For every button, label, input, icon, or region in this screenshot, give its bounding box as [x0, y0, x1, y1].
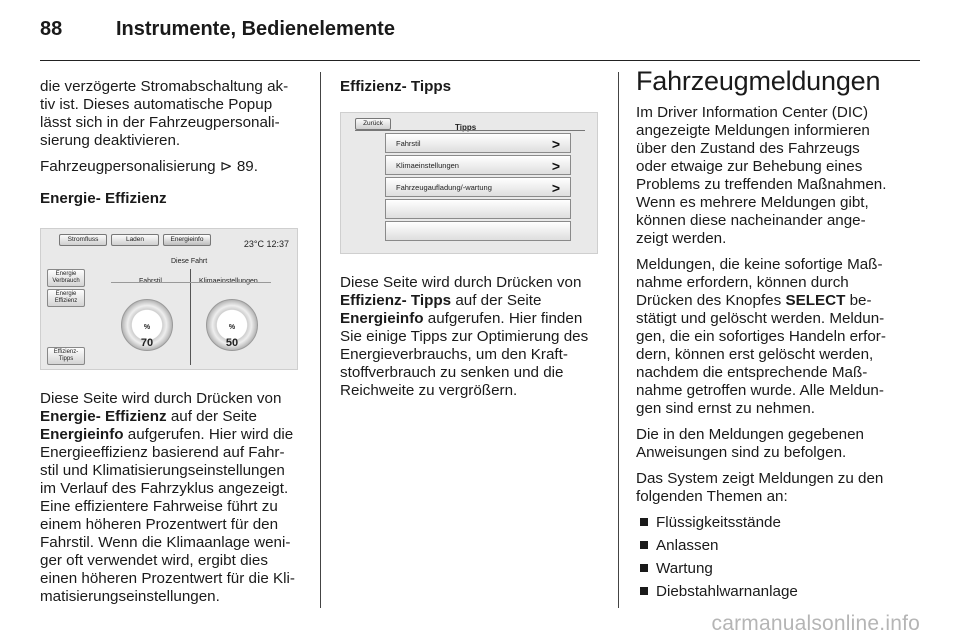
tips-row-aufladung: Fahrzeugaufladung/-wartung > — [385, 177, 571, 197]
side-button-consumption: Energie Verbrauch — [47, 269, 85, 287]
list-item: Flüssigkeitsstände — [636, 514, 922, 532]
bullet-square-icon — [640, 518, 648, 526]
header-rule — [40, 60, 920, 61]
text-line: Energie- Effizienz auf der Seite — [40, 408, 257, 425]
messages-paragraph-1: Im Driver Information Center (DIC) angezeigte Meldungen informieren über den Zustand des Fahrzeugs oder etwaige zur Behebung eines Problems zu treffenden Maßnahmen. Wenn es mehrere Meldungen gibt, können diese nacheinander ange- zeigt werden. — [636, 104, 887, 247]
text-line: Diese Seite wird durch Drücken von — [40, 390, 282, 407]
text-line: im Verlauf des Fahrzyklus angezeigt. — [40, 480, 289, 497]
tips-title: Tipps — [455, 123, 477, 132]
side-button-efficiency: Energie Effizienz — [47, 289, 85, 307]
chevron-right-icon: > — [551, 136, 560, 152]
col-header-klima: Klimaeinstellungen — [199, 278, 258, 285]
text-line: ger oft verwendet wird, ergibt dies — [40, 552, 268, 569]
tips-row-fahrstil: Fahrstil > — [385, 133, 571, 153]
text-line: nachdem die entsprechende Maß- — [636, 364, 868, 381]
tips-title-rule — [355, 130, 585, 131]
page-header — [40, 18, 920, 48]
intro-paragraph: die verzögerte Stromabschaltung ak- tiv ist. Dieses automatische Popup lässt sich in der Fahrzeugpersonali- sierung deaktivieren. — [40, 78, 289, 149]
text-line: matisierungseinstellungen. — [40, 588, 220, 605]
list-item: Diebstahlwarnanlage — [636, 583, 922, 601]
list-item: Anlassen — [636, 537, 922, 555]
screen-underline — [111, 282, 271, 283]
column-divider-1 — [320, 72, 321, 608]
tips-row-empty-1 — [385, 199, 571, 219]
text-line: einen höheren Prozentwert für die Kli- — [40, 570, 295, 587]
text-line: stätigt und gelöscht werden. Meldun- — [636, 310, 885, 327]
energy-efficiency-paragraph — [40, 390, 310, 606]
reference-page[interactable]: 89. — [236, 158, 258, 175]
page-number: 88 — [40, 18, 63, 40]
section-heading-energy-efficiency: Energie- Effizienz — [40, 190, 167, 207]
column-divider-2 — [618, 72, 619, 608]
chevron-right-icon: > — [551, 180, 560, 196]
chapter-title: Instrumente, Bedienelemente — [116, 18, 395, 40]
gauge-klima: 50 % — [206, 299, 258, 351]
section-heading-vehicle-messages: Fahrzeugmeldungen — [636, 66, 881, 96]
text-line: Drücken des Knopfes SELECT be- — [636, 292, 872, 309]
side-button-tips: Effizienz- Tipps — [47, 347, 85, 365]
tips-row-klima: Klimaeinstellungen > — [385, 155, 571, 175]
arrow-reference-icon: ⊳ — [219, 158, 233, 175]
text-line: gen sind ernst zu nehmen. — [636, 400, 815, 417]
text-line: Energieeffizienz basierend auf Fahr- — [40, 444, 285, 461]
bullet-square-icon — [640, 564, 648, 572]
messages-paragraph-2 — [636, 256, 922, 418]
watermark: carmanualsonline.info — [711, 612, 920, 635]
text-line: Sie einige Tipps zur Optimierung des — [340, 328, 589, 345]
text-line: Fahrstil. Wenn die Klimaanlage weni- — [40, 534, 291, 551]
text-line: Diese Seite wird durch Drücken von — [340, 274, 582, 291]
tab-stromfluss: Stromfluss — [59, 234, 107, 246]
bullet-square-icon — [640, 541, 648, 549]
text-line: gen, die ein sofortiges Handeln erfor- — [636, 328, 886, 345]
text-line: Meldungen, die keine sofortige Maß- — [636, 256, 883, 273]
energy-efficiency-screenshot — [40, 228, 298, 370]
section-heading-efficiency-tips: Effizienz- Tipps — [340, 78, 452, 95]
text-line: Energieverbrauchs, um den Kraft- — [340, 346, 568, 363]
bullet-square-icon — [640, 587, 648, 595]
text-line: Eine effizientere Fahrweise führt zu — [40, 498, 278, 515]
text-line: stoffverbrauch zu senken und die — [340, 364, 564, 381]
text-line: Energieinfo aufgerufen. Hier finden — [340, 310, 583, 327]
screen-divider — [190, 269, 191, 365]
text-line: Effizienz- Tipps auf der Seite — [340, 292, 542, 309]
screen-title: Diese Fahrt — [171, 258, 208, 265]
tab-energieinfo: Energieinfo — [163, 234, 211, 246]
tab-laden: Laden — [111, 234, 159, 246]
gauge-fahrstil: 70 % — [121, 299, 173, 351]
column-1 — [40, 78, 310, 614]
text-line: einem höheren Prozentwert für den — [40, 516, 279, 533]
back-button: Zurück — [355, 118, 391, 130]
messages-paragraph-3: Die in den Meldungen gegebenen Anweisungen sind zu befolgen. — [636, 426, 864, 461]
efficiency-tips-paragraph — [340, 274, 608, 400]
text-line: nahme getroffen wurde. Alle Meldun- — [636, 382, 884, 399]
text-line: Energieinfo aufgerufen. Hier wird die — [40, 426, 294, 443]
chevron-right-icon: > — [551, 158, 560, 174]
text-line: dern, können erst gelöscht werden, — [636, 346, 874, 363]
column-2 — [340, 78, 608, 408]
tips-screenshot — [340, 112, 598, 254]
text-line: Reichweite zu vergrößern. — [340, 382, 518, 399]
text-line: nahme erfordern, können durch — [636, 274, 849, 291]
reference-line: Fahrzeugpersonalisierung ⊳ 89. — [40, 158, 258, 175]
list-item: Wartung — [636, 560, 922, 578]
column-3 — [636, 66, 922, 606]
messages-paragraph-4: Das System zeigt Meldungen zu den folgenden Themen an: — [636, 470, 884, 505]
col-header-fahrstil: Fahrstil — [139, 278, 162, 285]
temp-time-readout: 23°C 12:37 — [243, 239, 289, 249]
topics-list — [636, 514, 922, 601]
tips-row-empty-2 — [385, 221, 571, 241]
text-line: stil und Klimatisierungseinstellungen — [40, 462, 285, 479]
